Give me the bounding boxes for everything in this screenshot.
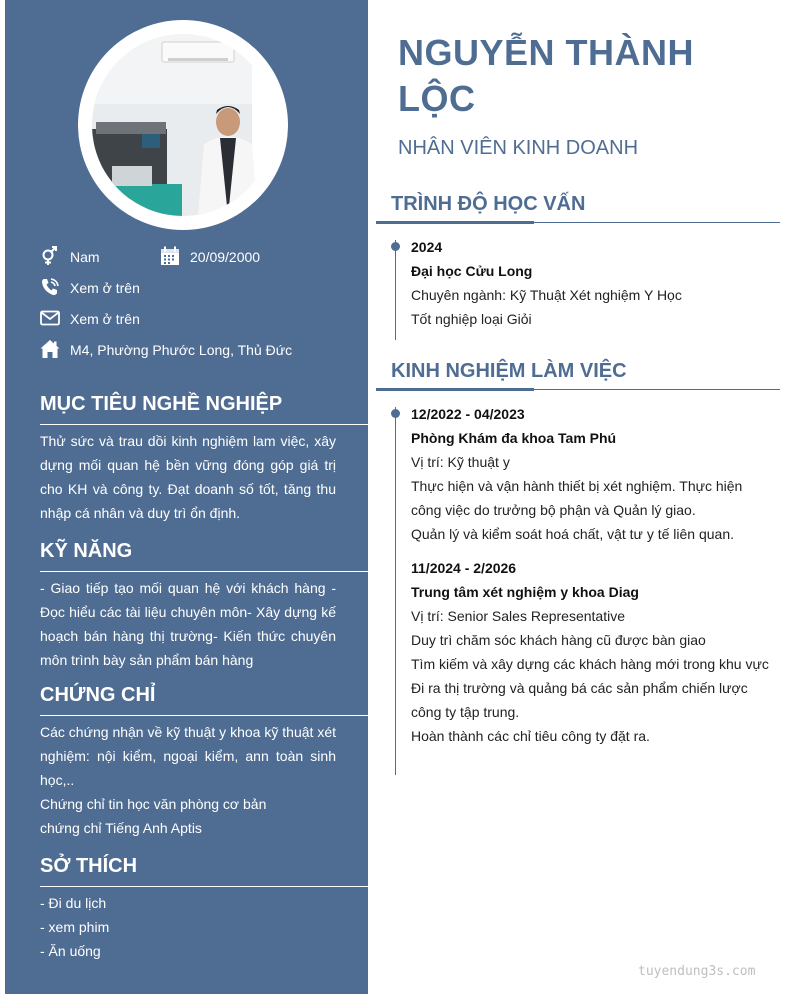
experience-company: Trung tâm xét nghiệm y khoa Diag (411, 584, 639, 600)
education-timeline (395, 240, 396, 340)
objective-divider (40, 424, 368, 425)
gender-text: Nam (70, 249, 100, 265)
experience-line: Thực hiện và vận hành thiết bị xét nghiệm. Thực hiện công việc do trưởng bộ phận và Quản lý giao. (411, 478, 743, 518)
dob-text: 20/09/2000 (190, 249, 261, 265)
certificate-line: Các chứng nhận về kỹ thuật y khoa kỹ thuật xét nghiệm: nội kiểm, ngoại kiểm, ann toàn sinh học,.. (40, 724, 336, 788)
certificates-text (40, 720, 336, 840)
education-line: Tốt nghiệp loại Giỏi (411, 311, 532, 327)
experience-line: Vị trí: Senior Sales Representative (411, 608, 625, 624)
watermark: tuyendung3s.com (638, 964, 756, 979)
objective-title: MỤC TIÊU NGHỀ NGHIỆP (40, 393, 283, 415)
experience-date: 12/2022 - 04/2023 (411, 406, 525, 422)
hobby-line: - Đi du lịch (40, 895, 107, 911)
hobbies-title: SỞ THÍCH (40, 855, 138, 877)
experience-line: Duy trì chăm sóc khách hàng cũ được bàn giao (411, 632, 706, 648)
hobby-line: - Ăn uống (40, 943, 101, 959)
calendar-icon (160, 246, 180, 266)
skills-text (40, 576, 336, 672)
avatar-frame (78, 20, 288, 230)
experience-entry (411, 556, 771, 748)
education-divider-accent (376, 221, 534, 224)
experience-date: 11/2024 - 2/2026 (411, 560, 517, 576)
certificate-line: Chứng chỉ tin học văn phòng cơ bản (40, 796, 267, 812)
home-icon (40, 339, 60, 359)
address-text: M4, Phường Phước Long, Thủ Đức (70, 342, 293, 358)
certificate-line: chứng chỉ Tiếng Anh Aptis (40, 820, 202, 836)
education-school: Đại học Cửu Long (411, 263, 533, 279)
experience-title: KINH NGHIỆM LÀM VIỆC (391, 360, 627, 382)
education-entry (411, 235, 771, 331)
mail-icon (40, 308, 60, 328)
objective-text (40, 429, 336, 525)
avatar (92, 34, 274, 216)
experience-line: Vị trí: Kỹ thuật y (411, 454, 510, 470)
experience-timeline (395, 407, 396, 775)
sidebar (5, 0, 368, 994)
certificates-title: CHỨNG CHỈ (40, 684, 156, 706)
timeline-dot (391, 242, 400, 251)
candidate-name: NGUYỄN THÀNH LỘC (398, 32, 695, 119)
skills-divider (40, 571, 368, 572)
phone-icon (40, 277, 60, 297)
gender-icon (40, 246, 60, 266)
education-title: TRÌNH ĐỘ HỌC VẤN (391, 193, 586, 215)
hobby-line: - xem phim (40, 919, 110, 935)
experience-line: Đi ra thị trường và quảng bá các sản phẩm chiến lược công ty tập trung. (411, 680, 748, 720)
certificates-divider (40, 715, 368, 716)
experience-entry (411, 402, 771, 546)
candidate-role: NHÂN VIÊN KINH DOANH (398, 137, 639, 159)
hobbies-divider (40, 886, 368, 887)
experience-line: Tìm kiếm và xây dựng các khách hàng mới trong khu vực (411, 656, 769, 672)
skills-title: KỸ NĂNG (40, 540, 133, 562)
objective-line: Thử sức và trau dồi kinh nghiệm lam việc, xây dựng mối quan hệ bền vững đóng góp giá trị cho KH và công ty. Đạt doanh số tốt, tăng thu nhập cá nhân và duy trì ổn định. (40, 433, 336, 521)
hobbies-text (40, 891, 336, 963)
phone-text: Xem ở trên (70, 280, 140, 296)
experience-divider-accent (376, 388, 534, 391)
email-text: Xem ở trên (70, 311, 140, 327)
experience-company: Phòng Khám đa khoa Tam Phú (411, 430, 617, 446)
experience-line: Quản lý và kiểm soát hoá chất, vật tư y tế liên quan. (411, 526, 734, 542)
timeline-dot (391, 409, 400, 418)
education-date: 2024 (411, 239, 443, 255)
skills-line: - Giao tiếp tạo mối quan hệ với khách hàng - Đọc hiểu các tài liệu chuyên môn- Xây dựng kế hoạch bán hàng thị trường- Kiến thức chuyên môn trình bày sản phẩm bán hàng (40, 580, 336, 668)
experience-line: Hoàn thành các chỉ tiêu công ty đặt ra. (411, 728, 650, 744)
education-line: Chuyên ngành: Kỹ Thuật Xét nghiệm Y Học (411, 287, 682, 303)
